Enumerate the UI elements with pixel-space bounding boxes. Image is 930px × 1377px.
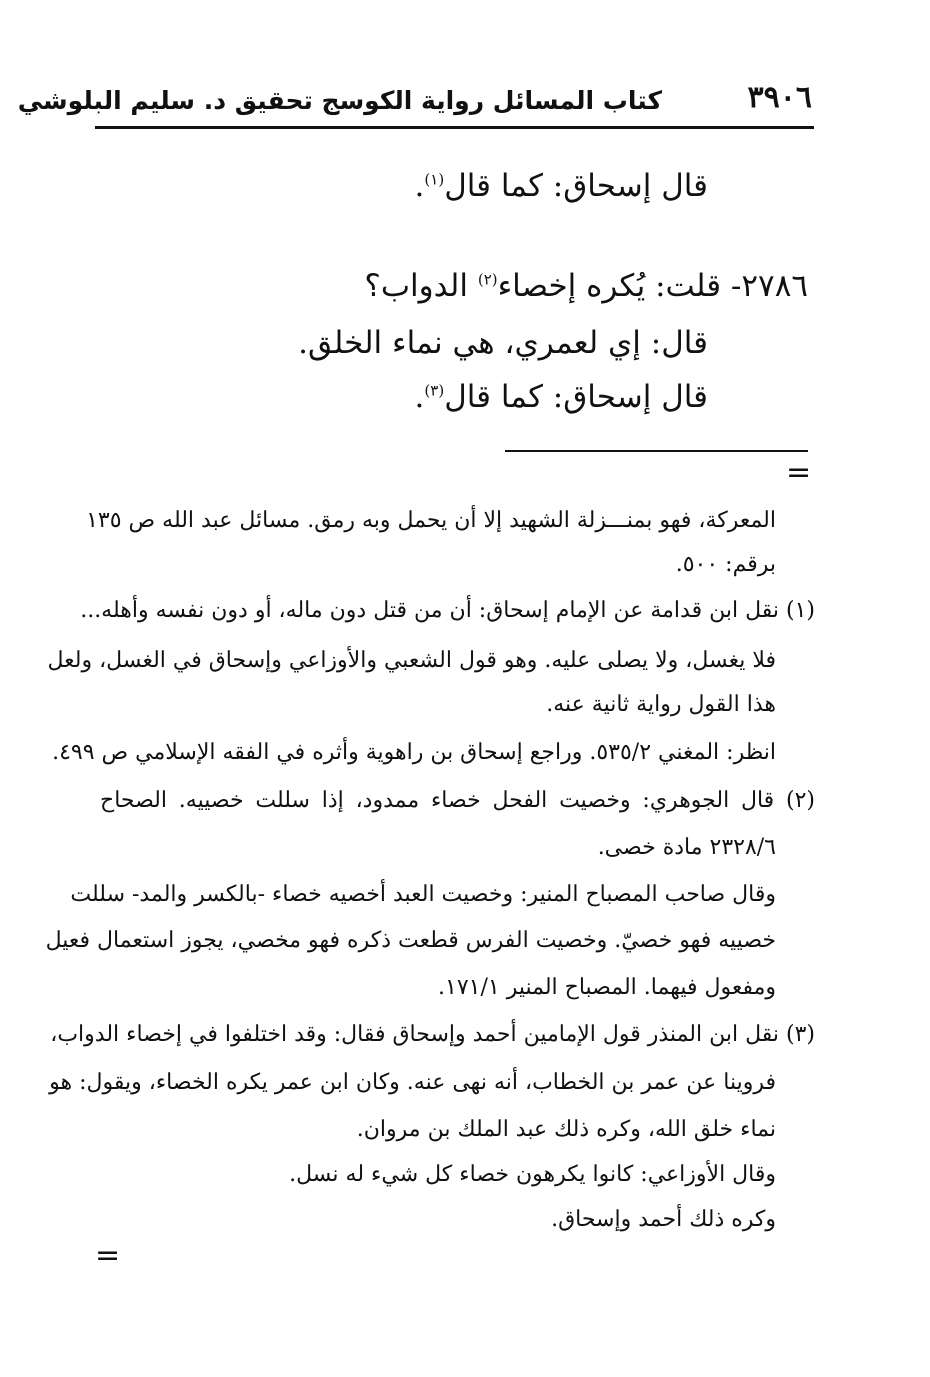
end-continuation-mark: = [95,1238,121,1273]
footnote-continuation-line-1: المعركة، فهو بمنـــزلة الشهيد إلا أن يحمل وبه رمق. مسائل عبد الله ص ١٣٥ [86,508,776,533]
footnote-continuation-line-2: برقم: ٥٠٠. [675,552,776,577]
footnote-3-line-4: وقال الأوزاعي: كانوا يكرهون خصاء كل شيء له نسل. [289,1162,776,1187]
main-line-end: . [414,379,425,415]
footnote-ref-2: (٢) [477,270,498,289]
footnote-3-line-3: نماء خلق الله، وكره ذلك عبد الملك بن مروان. [356,1117,776,1142]
page-number: ٣٩٠٦ [747,80,812,115]
question-2786 [364,268,808,304]
footnote-3-line-5: وكره ذلك أحمد وإسحاق. [551,1207,776,1232]
footnote-2-line-2: ٢٣٢٨/٦ مادة خصى. [597,835,776,860]
footnote-1-line-2: فلا يغسل، ولا يصلى عليه. وهو قول الشعبي والأوزاعي وإسحاق في الغسل، ولعل [47,648,776,673]
question-text-start: ٢٧٨٦- قلت: يُكره إخصاء [497,268,808,304]
answer-line: قال: إي لعمري، هي نماء الخلق. [298,325,708,361]
main-line-text: قال إسحاق: كما قال [444,379,708,415]
main-line-ishaq-1 [415,168,708,204]
footnote-2-line-3: وقال صاحب المصباح المنير: وخصيت العبد أخصيه خصاء -بالكسر والمد- سللت [70,882,776,907]
footnote-3-line-1: (٣) نقل ابن المنذر قول الإمامين أحمد وإسحاق فقال: وقد اختلفوا في إخصاء الدواب، [50,1022,815,1047]
footnote-1-line-3: هذا القول رواية ثانية عنه. [546,692,776,717]
footnote-ref-1: (١) [424,170,445,189]
header-rule [95,126,814,129]
footnote-3-line-2: فروينا عن عمر بن الخطاب، أنه نهى عنه. وكان ابن عمر يكره الخصاء، ويقول: هو [49,1070,776,1095]
main-line-end: . [414,168,425,204]
footnote-2-line-4: خصييه فهو خصيّ. وخصيت الفرس قطعت ذكره فهو مخصي، يجوز استعمال فعيل [45,928,776,953]
main-line-ishaq-2 [415,379,708,415]
footnote-2-line-5: ومفعول فيهما. المصباح المنير ١٧١/١. [438,975,776,1000]
footnote-1-line-4: انظر: المغني ٥٣٥/٢. وراجع إسحاق بن راهوية وأثره في الفقه الإسلامي ص ٤٩٩. [52,740,776,765]
question-text-end: الدواب؟ [364,268,478,304]
footnote-1-line-1: (١) نقل ابن قدامة عن الإمام إسحاق: أن من قتل دون ماله، أو دون نفسه وأهله... [80,598,815,623]
footnote-ref-3: (٣) [424,381,445,400]
main-line-text: قال إسحاق: كما قال [444,168,708,204]
continuation-mark: = [786,455,812,490]
footnote-2-line-1: (٢) قال الجوهري: وخصيت الفحل خصاء ممدود، إذا سللت خصييه. الصحاح [100,788,815,813]
running-header-title: كتاب المسائل رواية الكوسج تحقيق د. سليم البلوشي [17,86,662,115]
footnote-separator [505,450,808,452]
